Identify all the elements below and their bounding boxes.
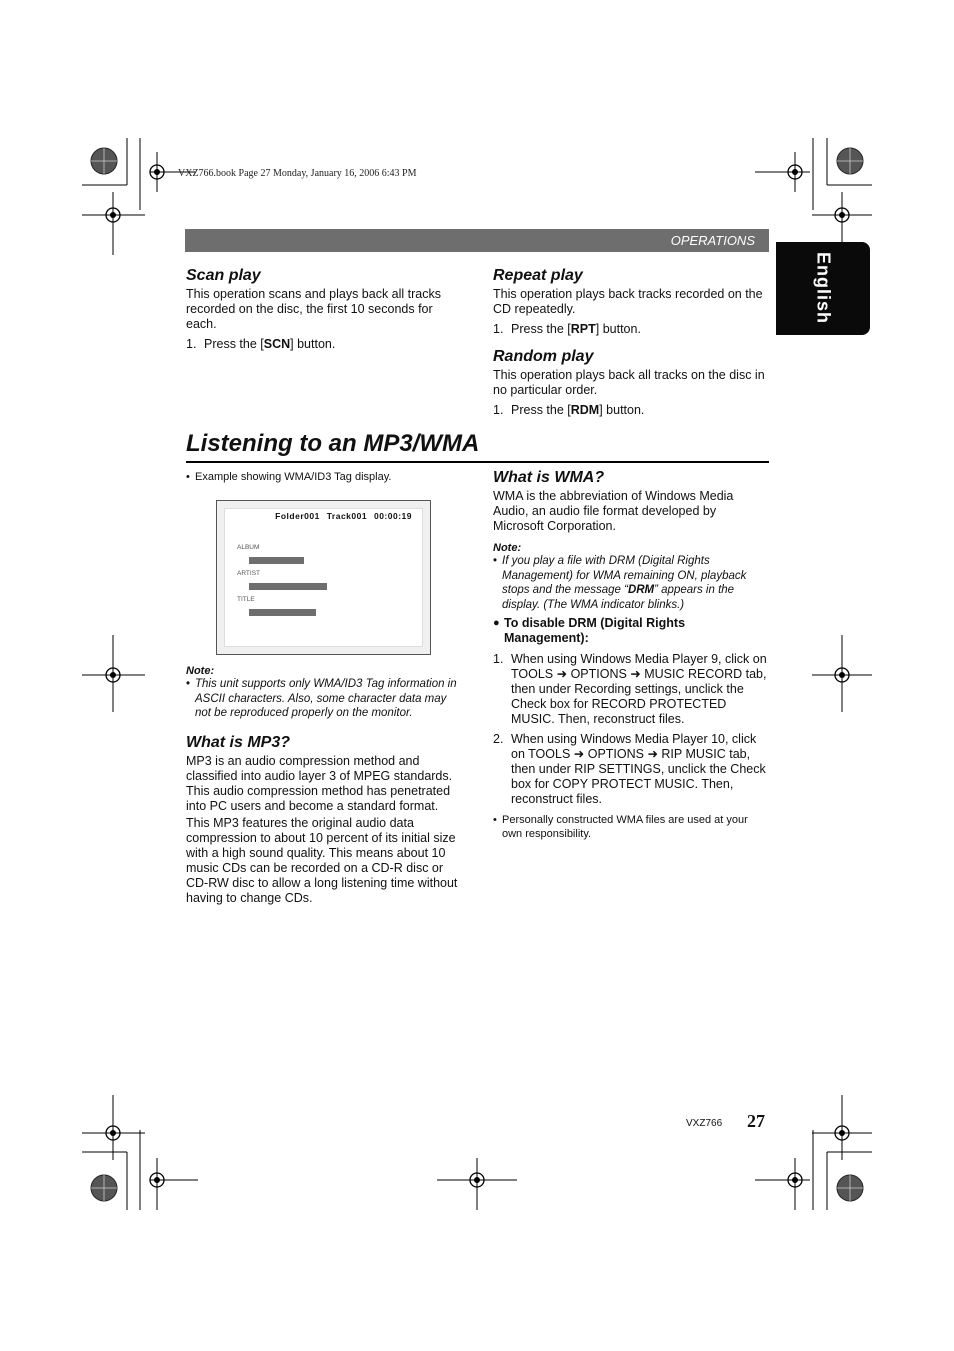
- section-header-bar: [185, 229, 769, 252]
- example-text: Example showing WMA/ID3 Tag display.: [195, 471, 392, 483]
- note-heading: Note:: [493, 542, 522, 554]
- language-tab-label: English: [813, 251, 834, 325]
- scan-play-text: This operation scans and plays back all tracks recorded on the disc, the first 10 seconds for each.: [186, 287, 441, 331]
- bullet: •: [493, 555, 498, 567]
- note-text: If you play a file with DRM (Digital Rights Management) for WMA remaining ON, playback stops and the message “: [502, 555, 747, 596]
- album-bar: [249, 557, 304, 564]
- scan-play-title: Scan play: [186, 267, 261, 284]
- scan-play-step: [186, 337, 461, 352]
- step-number: 1.: [493, 322, 504, 336]
- what-is-mp3-section: [186, 734, 461, 906]
- main-section-title: Listening to an MP3/WMA: [186, 430, 480, 457]
- random-play-step: [493, 403, 768, 418]
- book-info: VXZ766.book Page 27 Monday, January 16, 2006 6:43 PM: [178, 168, 417, 179]
- time-label: 00:00:19: [373, 511, 412, 521]
- display-screen: [224, 508, 423, 647]
- button-key: SCN: [263, 337, 291, 351]
- disable-drm-title: To disable DRM (Digital Rights Management):: [504, 616, 686, 645]
- step-text: ] button.: [290, 337, 336, 351]
- scan-play-section: [186, 267, 461, 352]
- page-number: 27: [747, 1111, 765, 1131]
- drm-step-1: [493, 652, 769, 727]
- example-caption: [186, 470, 470, 484]
- disable-drm-heading: [493, 616, 769, 646]
- footnote-text: Personally constructed WMA files are used at your own responsibility.: [502, 814, 748, 840]
- bullet: •: [493, 814, 497, 826]
- language-tab: [776, 242, 870, 335]
- step-text: Press the [: [511, 322, 571, 336]
- tag-display-example: [216, 500, 431, 655]
- random-play-title: Random play: [493, 348, 594, 365]
- step-text: ] button.: [595, 322, 641, 336]
- title-rule: [186, 461, 769, 463]
- section-label: OPERATIONS: [670, 233, 755, 248]
- bullet: •: [186, 678, 191, 690]
- step-number: 2.: [493, 732, 504, 746]
- note-block-1: [186, 665, 461, 721]
- note-item: [493, 554, 768, 612]
- note-text: This unit supports only WMA/ID3 Tag information in ASCII characters. Also, some character data may not be reproduced properly on the monitor.: [195, 678, 457, 719]
- step-text: When using Windows Media Player 9, click on TOOLS ➜ OPTIONS ➜ MUSIC RECORD tab, then under Recording settings, unclick the Check box for RECORD PROTECTED MUSIC. Then, reconstruct files.: [511, 652, 767, 726]
- step-number: 1.: [493, 403, 504, 417]
- repeat-play-step: [493, 322, 768, 337]
- drm-footnote: [493, 813, 769, 841]
- note-text: ” appears in the display. (The WMA indicator blinks.): [502, 584, 735, 611]
- bullet: •: [186, 471, 190, 483]
- repeat-play-text: This operation plays back tracks recorded on the CD repeatedly.: [493, 287, 763, 316]
- note-heading: Note:: [186, 665, 215, 677]
- step-number: 1.: [493, 652, 504, 666]
- button-key: RDM: [570, 403, 600, 417]
- random-play-text: This operation plays back all tracks on the disc in no particular order.: [493, 368, 765, 397]
- album-label: ALBUM: [237, 544, 260, 551]
- drm-message: DRM: [627, 584, 655, 596]
- disable-drm-section: [493, 616, 769, 841]
- repeat-play-section: [493, 267, 768, 337]
- folder-label: Folder001: [275, 511, 320, 521]
- title-bar: [249, 609, 316, 616]
- model-number: VXZ766: [686, 1118, 723, 1129]
- step-text: ] button.: [599, 403, 645, 417]
- drm-step-2: [493, 732, 769, 807]
- mp3-paragraph-2: This MP3 features the original audio data compression to about 10 percent of its initial size with a high sound quality. This means about 10 music CDs can be recorded on a CD-R disc or CD-RW disc to allow a long listening time without having to change CDs.: [186, 816, 458, 905]
- what-is-wma-section: [493, 469, 768, 534]
- repeat-play-title: Repeat play: [493, 267, 583, 284]
- note-item: [186, 677, 461, 721]
- step-text: Press the [: [511, 403, 571, 417]
- wma-paragraph: WMA is the abbreviation of Windows Media Audio, an audio file format developed by Microsoft Corporation.: [493, 489, 734, 533]
- what-is-wma-title: What is WMA?: [493, 469, 605, 486]
- artist-label: ARTIST: [237, 570, 260, 577]
- bullet: ●: [493, 617, 500, 629]
- note-block-2: [493, 542, 768, 612]
- what-is-mp3-title: What is MP3?: [186, 734, 291, 751]
- mp3-paragraph-1: MP3 is an audio compression method and classified into audio layer 3 of MPEG standards. This audio compression method has penetrated into PC users and become a standard format.: [186, 754, 453, 813]
- step-text: Press the [: [204, 337, 264, 351]
- random-play-section: [493, 348, 768, 418]
- step-text: When using Windows Media Player 10, click on TOOLS ➜ OPTIONS ➜ RIP MUSIC tab, then under RIP SETTINGS, unclick the Check box for COPY PROTECT MUSIC. Then, reconstruct files.: [511, 732, 766, 806]
- display-header: [275, 511, 412, 521]
- track-label: Track001: [326, 511, 368, 521]
- title-label: TITLE: [237, 596, 255, 603]
- button-key: RPT: [570, 322, 596, 336]
- artist-bar: [249, 583, 327, 590]
- step-number: 1.: [186, 337, 197, 351]
